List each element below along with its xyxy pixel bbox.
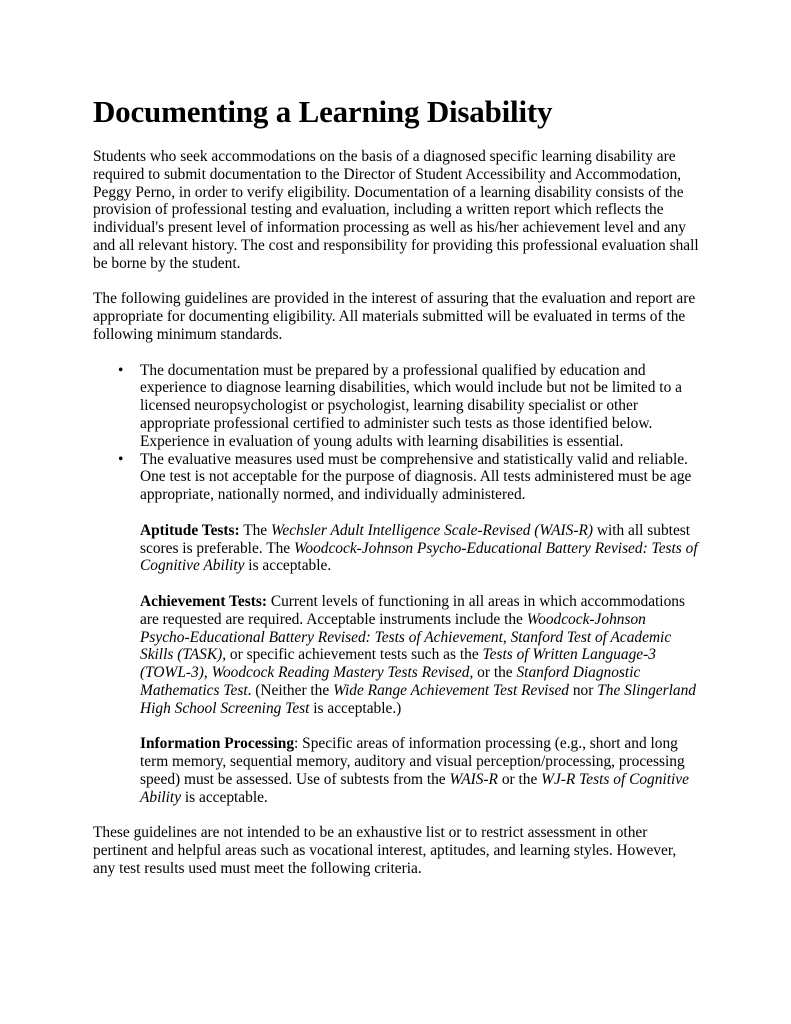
bullet-icon: • [118,450,124,468]
info-processing-text-2: or the [497,770,542,788]
achievement-text-3: , or specific achievement tests such as the [222,646,483,664]
closing-paragraph: These guidelines are not intended to be an exhaustive list or to restrict assessment in other pertinent and helpful areas such as vocational interest, aptitudes, and learning styles. However, any test results used must meet the following criteria. [93,824,677,877]
list-item [118,361,699,451]
aptitude-text-2: with all subtest scores is preferable. The [140,521,691,557]
achievement-text-8: is acceptable.) [309,699,402,717]
aptitude-text-1: The [239,521,271,539]
achievement-text-5: , or the [469,664,517,682]
list-item [118,450,699,807]
bullet-icon: • [118,361,124,379]
achievement-test-4: Woodcock Reading Mastery Tests Revised [211,664,470,682]
aptitude-tests-section [140,522,699,575]
achievement-text-4: , [203,664,212,682]
aptitude-tests-heading: Aptitude Tests: [140,521,240,539]
achievement-text-2: , [502,628,511,646]
guidelines-paragraph: The following guidelines are provided in the interest of assuring that the evaluation and report are appropriate for documenting eligibility. All materials submitted will be evaluated in terms of the following minimum standards. [93,290,696,343]
achievement-text-1: Current levels of functioning in all areas in which accommodations are requested are required. Acceptable instruments include the [140,592,685,628]
achievement-tests-section [140,593,699,718]
achievement-test-5: Stanford Diagnostic Mathematics Test [140,664,641,699]
page-title: Documenting a Learning Disability [93,94,553,129]
standards-list [93,362,699,807]
achievement-test-2: Stanford Test of Academic Skills (TASK) [140,628,672,664]
achievement-text-6: . (Neither the [247,681,334,699]
achievement-test-1: Woodcock-Johnson Psycho-Educational Battery Revised: Tests of Achievement [140,610,646,646]
intro-paragraph: Students who seek accommodations on the basis of a diagnosed specific learning disability are required to submit documentation to the Director of Student Accessibility and Accommodation, Peggy Perno, in order to verify eligibility. Documentation of a learning disability consists of the provision of professional testing and evaluation, including a written report which reflects the individual's present level of information processing as well as his/her achievement level and any and all relevant history. The cost and responsibility for providing this professional evaluation shall be borne by the student. [93,148,699,272]
information-processing-section [140,735,699,806]
info-processing-text-1: : Specific areas of information processing (e.g., short and long term memory, sequential memory, auditory and visual perception/processing, processing speed) must be assessed. Use of subtests from the [140,735,685,788]
achievement-text-7: nor [568,681,598,699]
list-item-text: The evaluative measures used must be comprehensive and statistically valid and reliable. One test is not acceptable for the purpose of diagnosis. All tests administered must be age appropriate, nationally normed, and individually administered. [140,450,692,504]
aptitude-test-wais-r: Wechsler Adult Intelligence Scale-Revised (WAIS-R) [271,521,593,539]
list-item-text: The documentation must be prepared by a professional qualified by education and experience to diagnose learning disabilities, which would include but not be limited to a licensed neuropsychologist or psychologist, learning disability specialist or other appropriate professional certified to administer such tests as those identified below. Experience in evaluation of young adults with learning disabilities is essential. [140,361,682,450]
information-processing-heading: Information Processing [140,735,295,753]
achievement-test-3: Tests of Written Language-3 (TOWL-3) [140,646,656,682]
document-page [93,94,699,895]
achievement-tests-heading: Achievement Tests: [140,592,267,610]
info-processing-test-2: WJ-R Tests of Cognitive Ability [140,770,689,806]
aptitude-test-woodcock-johnson: Woodcock-Johnson Psycho-Educational Battery Revised: Tests of Cognitive Ability [140,539,698,575]
achievement-test-6: Wide Range Achievement Test Revised [333,681,569,699]
info-processing-text-3: is acceptable. [181,788,268,806]
info-processing-test-1: WAIS-R [449,770,498,788]
achievement-test-7: The Slingerland High School Screening Test [140,681,696,717]
aptitude-text-3: is acceptable. [244,557,332,575]
